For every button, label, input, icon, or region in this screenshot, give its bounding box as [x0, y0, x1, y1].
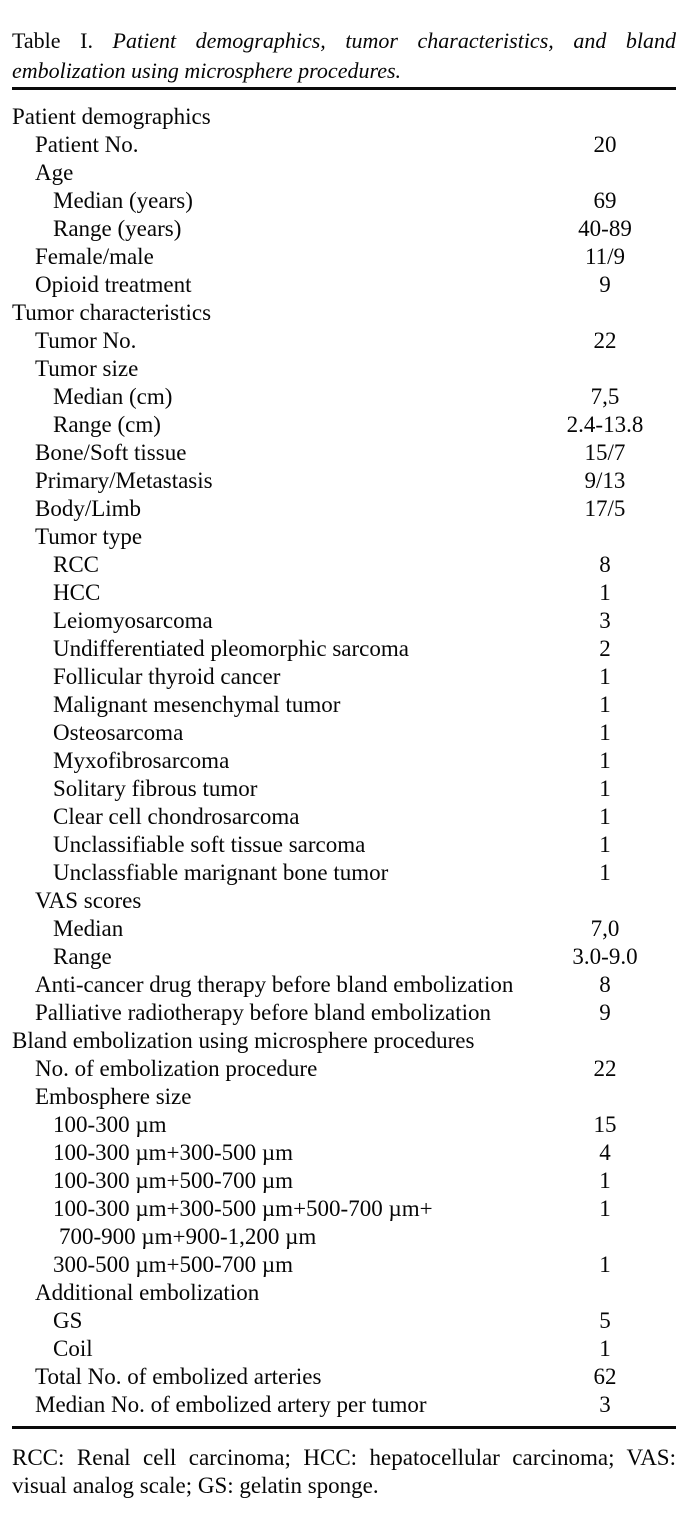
row-value: 20 — [593, 132, 617, 157]
row-label: Coil — [53, 1336, 93, 1361]
row-value: 2.4-13.8 — [566, 412, 644, 437]
bottom-rule-divider — [12, 1426, 676, 1429]
row-label: Tumor size — [35, 356, 139, 381]
table-row — [12, 915, 676, 943]
table-row — [12, 439, 676, 467]
row-value: 3 — [599, 1392, 611, 1417]
row-value: 11/9 — [584, 244, 626, 269]
table-caption — [12, 26, 676, 86]
row-label: 100-300 µm+500-700 µm — [53, 1168, 294, 1193]
row-label: 300-500 µm+500-700 µm — [53, 1252, 294, 1277]
row-value: 1 — [599, 860, 611, 885]
row-label: Body/Limb — [35, 496, 142, 521]
table-row — [12, 411, 676, 439]
row-label: Leiomyosarcoma — [53, 608, 213, 633]
row-label: 100-300 µm+300-500 µm — [53, 1140, 294, 1165]
table-row — [12, 1027, 676, 1055]
table-row — [12, 131, 676, 159]
row-value: 1 — [599, 1336, 611, 1361]
table-row — [12, 1223, 676, 1251]
row-label: Myxofibrosarcoma — [53, 748, 230, 773]
row-value: 7,0 — [590, 916, 620, 941]
table-row — [12, 859, 676, 887]
row-label: Bland embolization using microsphere procedures — [12, 1028, 475, 1053]
row-value: 1 — [599, 776, 611, 801]
table-row — [12, 1055, 676, 1083]
row-value: 1 — [599, 692, 611, 717]
row-value: 69 — [593, 188, 617, 213]
table-row — [12, 831, 676, 859]
row-value: 7,5 — [590, 384, 620, 409]
row-label: 100-300 µm+300-500 µm+500-700 µm+ — [53, 1196, 433, 1221]
table-row — [12, 971, 676, 999]
table-row — [12, 551, 676, 579]
row-label: Undifferentiated pleomorphic sarcoma — [53, 636, 409, 661]
row-value: 1 — [599, 664, 611, 689]
row-label: Clear cell chondrosarcoma — [53, 804, 300, 829]
row-value: 1 — [599, 748, 611, 773]
table-row — [12, 887, 676, 915]
row-value: 9 — [599, 272, 611, 297]
table-row — [12, 803, 676, 831]
row-label: Female/male — [35, 244, 154, 269]
table-row — [12, 103, 676, 131]
table-row — [12, 691, 676, 719]
table-row — [12, 243, 676, 271]
table-body — [12, 90, 676, 1426]
row-label: Tumor No. — [35, 328, 137, 353]
row-value: 1 — [599, 720, 611, 745]
row-label: Malignant mesenchymal tumor — [53, 692, 341, 717]
caption-line-1 — [12, 26, 676, 56]
table-row — [12, 271, 676, 299]
table-row — [12, 607, 676, 635]
caption-line-2: embolization using microsphere procedures. — [12, 58, 402, 83]
row-label: HCC — [53, 580, 101, 605]
row-value: 1 — [599, 580, 611, 605]
row-label: VAS scores — [35, 888, 142, 913]
row-label: 700-900 µm+900-1,200 µm — [59, 1224, 317, 1249]
table-row — [12, 1335, 676, 1363]
row-value: 3 — [599, 608, 611, 633]
row-label: RCC — [53, 552, 100, 577]
table-row — [12, 1195, 676, 1223]
row-label: GS — [53, 1308, 83, 1333]
table-row — [12, 355, 676, 383]
table-row — [12, 299, 676, 327]
row-value: 17/5 — [584, 496, 626, 521]
table-row — [12, 775, 676, 803]
row-label: No. of embolization procedure — [35, 1056, 318, 1081]
row-label: Median — [53, 916, 124, 941]
table-footnote — [12, 1444, 676, 1500]
row-value: 15/7 — [584, 440, 626, 465]
row-value: 1 — [599, 1168, 611, 1193]
table-row — [12, 383, 676, 411]
table-row — [12, 943, 676, 971]
caption-table-number: Table I. — [12, 28, 93, 53]
table-row — [12, 579, 676, 607]
row-label: Range (cm) — [53, 412, 161, 437]
table-row — [12, 467, 676, 495]
row-label: 100-300 µm — [53, 1112, 167, 1137]
table-row — [12, 1139, 676, 1167]
row-label: Tumor type — [35, 524, 143, 549]
row-label: Range (years) — [53, 216, 182, 241]
table-row — [12, 187, 676, 215]
row-label: Range — [53, 944, 112, 969]
table-row — [12, 1363, 676, 1391]
table-row — [12, 1083, 676, 1111]
row-label: Median (years) — [53, 188, 193, 213]
table-row — [12, 747, 676, 775]
table-row — [12, 1251, 676, 1279]
row-value: 3.0-9.0 — [572, 944, 638, 969]
row-label: Unclassifiable soft tissue sarcoma — [53, 832, 366, 857]
row-label: Follicular thyroid cancer — [53, 664, 281, 689]
row-label: Additional embolization — [35, 1280, 260, 1305]
row-value: 1 — [599, 1252, 611, 1277]
row-value: 40-89 — [578, 216, 632, 241]
row-value: 9 — [599, 1000, 611, 1025]
row-label: Solitary fibrous tumor — [53, 776, 258, 801]
row-value: 8 — [599, 972, 611, 997]
row-label: Bone/Soft tissue — [35, 440, 187, 465]
row-label: Patient demographics — [12, 104, 211, 129]
row-label: Primary/Metastasis — [35, 468, 213, 493]
row-label: Age — [35, 160, 74, 185]
table-row — [12, 1111, 676, 1139]
table-row — [12, 635, 676, 663]
table-row — [12, 1307, 676, 1335]
row-value: 5 — [599, 1308, 611, 1333]
row-label: Total No. of embolized arteries — [35, 1364, 322, 1389]
row-value: 1 — [599, 1196, 611, 1221]
table-row — [12, 523, 676, 551]
table-row — [12, 327, 676, 355]
table-row — [12, 1279, 676, 1307]
row-label: Tumor characteristics — [12, 300, 212, 325]
row-label: Opioid treatment — [35, 272, 192, 297]
table-row — [12, 159, 676, 187]
row-label: Patient No. — [35, 132, 139, 157]
row-value: 15 — [593, 1112, 617, 1137]
table-row — [12, 1391, 676, 1419]
footnote-line-2: visual analog scale; GS: gelatin sponge. — [12, 1473, 379, 1498]
row-label: Palliative radiotherapy before bland embolization — [35, 1000, 492, 1025]
row-value: 4 — [599, 1140, 611, 1165]
table-row — [12, 663, 676, 691]
row-value: 8 — [599, 552, 611, 577]
table-row — [12, 719, 676, 747]
table-row — [12, 999, 676, 1027]
table-row — [12, 1167, 676, 1195]
row-label: Unclassfiable marignant bone tumor — [53, 860, 389, 885]
row-value: 9/13 — [584, 468, 626, 493]
row-label: Median (cm) — [53, 384, 173, 409]
row-label: Anti-cancer drug therapy before bland embolization — [35, 972, 514, 997]
row-value: 22 — [593, 328, 617, 353]
table-row — [12, 215, 676, 243]
row-value: 1 — [599, 804, 611, 829]
row-value: 62 — [593, 1364, 617, 1389]
row-label: Median No. of embolized artery per tumor — [35, 1392, 427, 1417]
row-value: 1 — [599, 832, 611, 857]
row-label: Osteosarcoma — [53, 720, 184, 745]
caption-title-text: Patient demographics, tumor characteristics, and bland — [112, 28, 677, 53]
table-row — [12, 495, 676, 523]
row-value: 2 — [599, 636, 611, 661]
row-value: 22 — [593, 1056, 617, 1081]
footnote-line-1: RCC: Renal cell carcinoma; HCC: hepatocellular carcinoma; VAS: — [12, 1445, 676, 1470]
row-label: Embosphere size — [35, 1084, 192, 1109]
